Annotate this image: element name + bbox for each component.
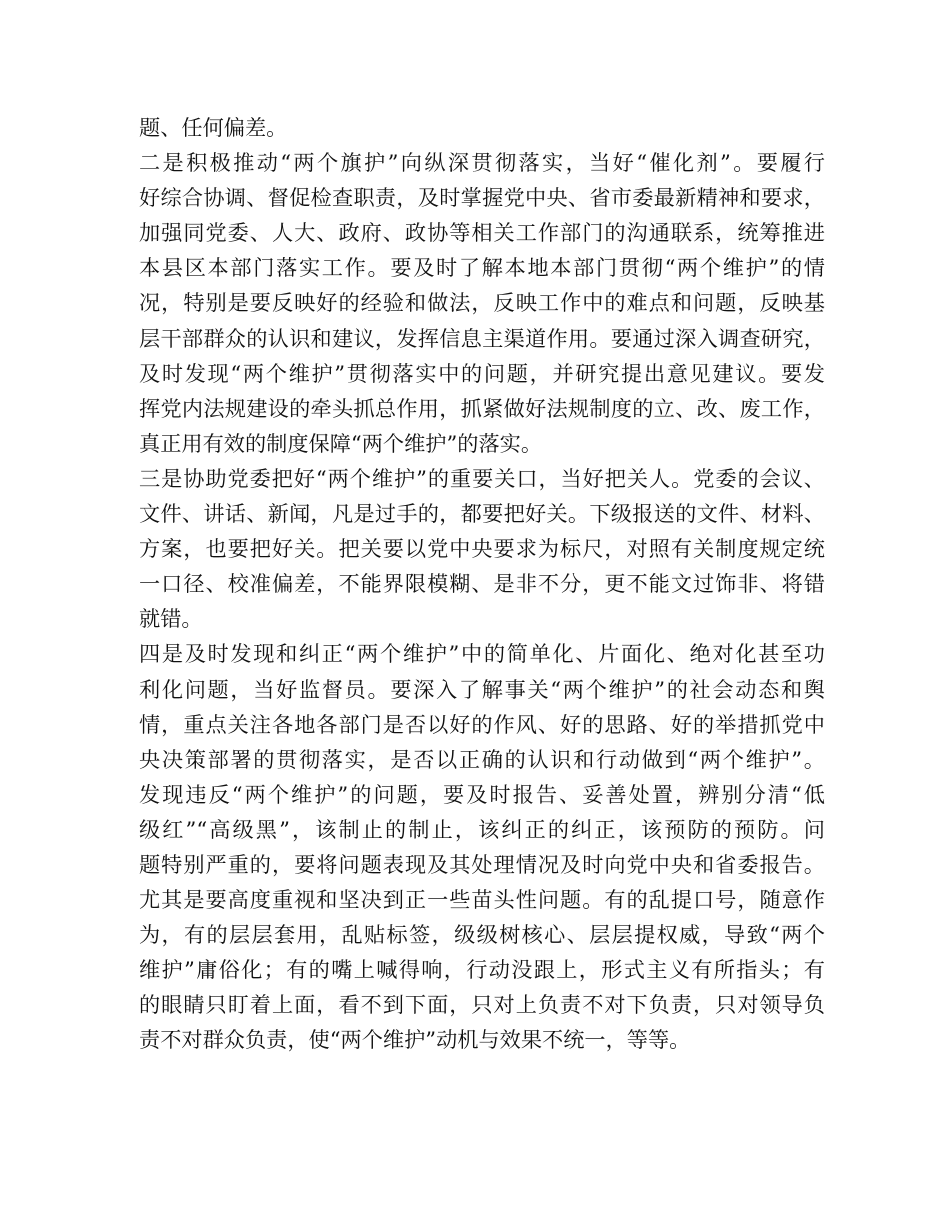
text-line: 况，特别是要反映好的经验和做法，反映工作中的难点和问题，反映基 xyxy=(139,290,825,316)
text-line: 加强同党委、人大、政府、政协等相关工作部门的沟通联系，统筹推进 xyxy=(139,220,825,246)
text-line: 尤其是要高度重视和坚决到正一些苗头性问题。有的乱提口号，随意作 xyxy=(139,887,825,913)
text-line: 央决策部署的贯彻落实，是否以正确的认识和行动做到“两个维护”。 xyxy=(139,746,825,772)
text-line: 发现违反“两个维护”的问题，要及时报告、妥善处置，辨别分清“低 xyxy=(139,781,825,807)
text-line: 就错。 xyxy=(139,606,203,632)
text-line: 为，有的层层套用，乱贴标签，级级树核心、层层提权威，导致“两个 xyxy=(139,922,825,948)
text-line: 维护”庸俗化；有的嘴上喊得响，行动没跟上，形式主义有所指头；有 xyxy=(139,957,825,983)
text-line: 好综合协调、督促检查职责，及时掌握党中央、省市委最新精神和要求， xyxy=(139,185,825,211)
text-line: 层干部群众的认识和建议，发挥信息主渠道作用。要通过深入调查研究， xyxy=(139,325,825,351)
text-line: 利化问题，当好监督员。要深入了解事关“两个维护”的社会动态和舆 xyxy=(139,676,825,702)
text-line: 本县区本部门落实工作。要及时了解本地本部门贯彻“两个维护”的情 xyxy=(139,255,825,281)
text-line: 一口径、校准偏差，不能界限模糊、是非不分，更不能文过饰非、将错 xyxy=(139,571,825,597)
text-line: 方案，也要把好关。把关要以党中央要求为标尺，对照有关制度规定统 xyxy=(139,536,825,562)
text-line: 挥党内法规建设的牵头抓总作用，抓紧做好法规制度的立、改、废工作， xyxy=(139,395,825,421)
text-line: 三是协助党委把好“两个维护”的重要关口，当好把关人。党委的会议、 xyxy=(139,465,825,491)
document-body xyxy=(139,110,825,1058)
text-line: 的眼睛只盯着上面，看不到下面，只对上负责不对下负责，只对领导负 xyxy=(139,992,825,1018)
text-line: 真正用有效的制度保障“两个维护”的落实。 xyxy=(139,430,543,456)
text-line: 四是及时发现和纠正“两个维护”中的简单化、片面化、绝对化甚至功 xyxy=(139,641,825,667)
text-line: 责不对群众负责，使“两个维护”动机与效果不统一，等等。 xyxy=(139,1027,691,1053)
text-line: 文件、讲话、新闻，凡是过手的，都要把好关。下级报送的文件、材料、 xyxy=(139,501,825,527)
text-line: 题、任何偏差。 xyxy=(139,115,288,140)
text-line: 题特别严重的，要将问题表现及其处理情况及时向党中央和省委报告。 xyxy=(139,851,825,877)
text-line: 情，重点关注各地各部门是否以好的作风、好的思路、好的举措抓党中 xyxy=(139,711,825,737)
text-line: 级红”“高级黑”，该制止的制止，该纠正的纠正，该预防的预防。问 xyxy=(139,816,825,842)
text-line: 二是积极推动“两个旗护”向纵深贯彻落实，当好“催化剂”。要履行 xyxy=(139,150,825,176)
text-line: 及时发现“两个维护”贯彻落实中的问题，并研究提出意见建议。要发 xyxy=(139,360,825,386)
